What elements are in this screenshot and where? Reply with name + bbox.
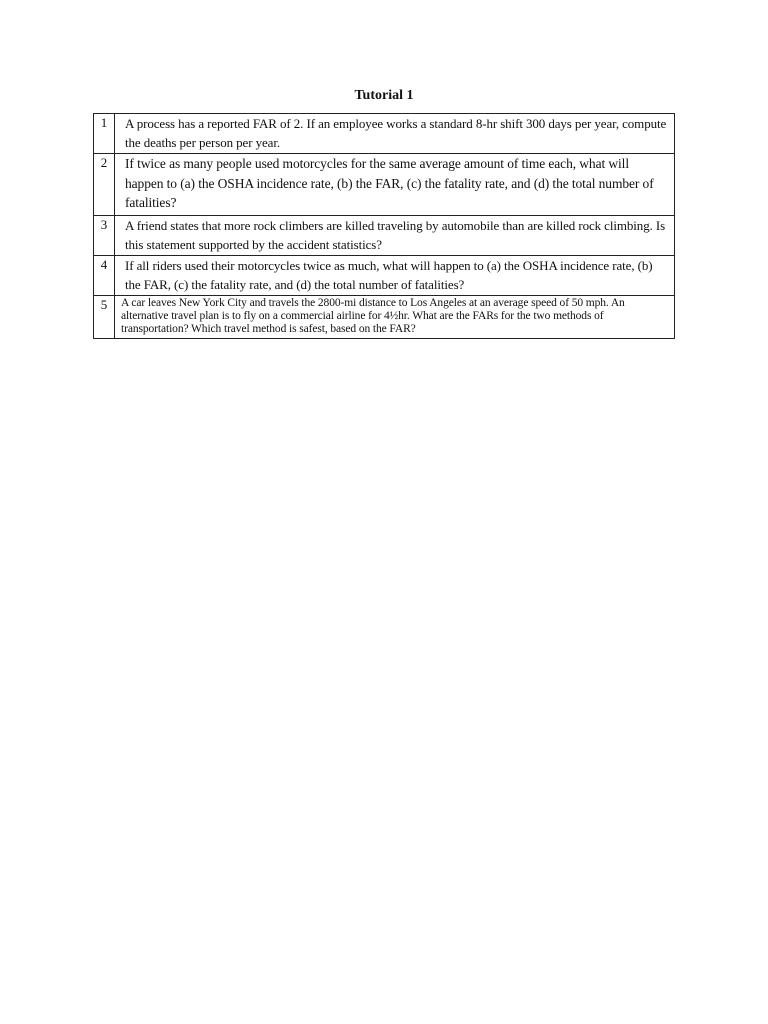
question-row [94, 296, 675, 339]
questions-table [93, 113, 675, 339]
question-text: If twice as many people used motorcycles for the same average amount of time each, what will happen to (a) the OSHA incidence rate, (b) the FAR, (c) the fatality rate, and (d) the total number of fatalities? [115, 154, 675, 216]
question-row [94, 154, 675, 216]
question-text: A process has a reported FAR of 2. If an employee works a standard 8-hr shift 300 days per year, compute the deaths per person per year. [115, 114, 675, 154]
question-text: If all riders used their motorcycles twice as much, what will happen to (a) the OSHA incidence rate, (b) the FAR, (c) the fatality rate, and (d) the total number of fatalities? [115, 256, 675, 296]
question-number: 1 [94, 114, 115, 154]
question-number: 4 [94, 256, 115, 296]
page-title: Tutorial 1 [354, 88, 414, 103]
question-number: 3 [94, 216, 115, 256]
question-row [94, 256, 675, 296]
question-text: A car leaves New York City and travels the 2800-mi distance to Los Angeles at an average speed of 50 mph. An alternative travel plan is to fly on a commercial airline for 4½hr. What are the FARs for the two methods of transportation? Which travel method is safest, based on the FAR? [115, 296, 675, 339]
question-number: 5 [94, 296, 115, 339]
question-text: A friend states that more rock climbers are killed traveling by automobile than are killed rock climbing. Is this statement supported by the accident statistics? [115, 216, 675, 256]
question-number: 2 [94, 154, 115, 216]
question-row [94, 114, 675, 154]
question-row [94, 216, 675, 256]
